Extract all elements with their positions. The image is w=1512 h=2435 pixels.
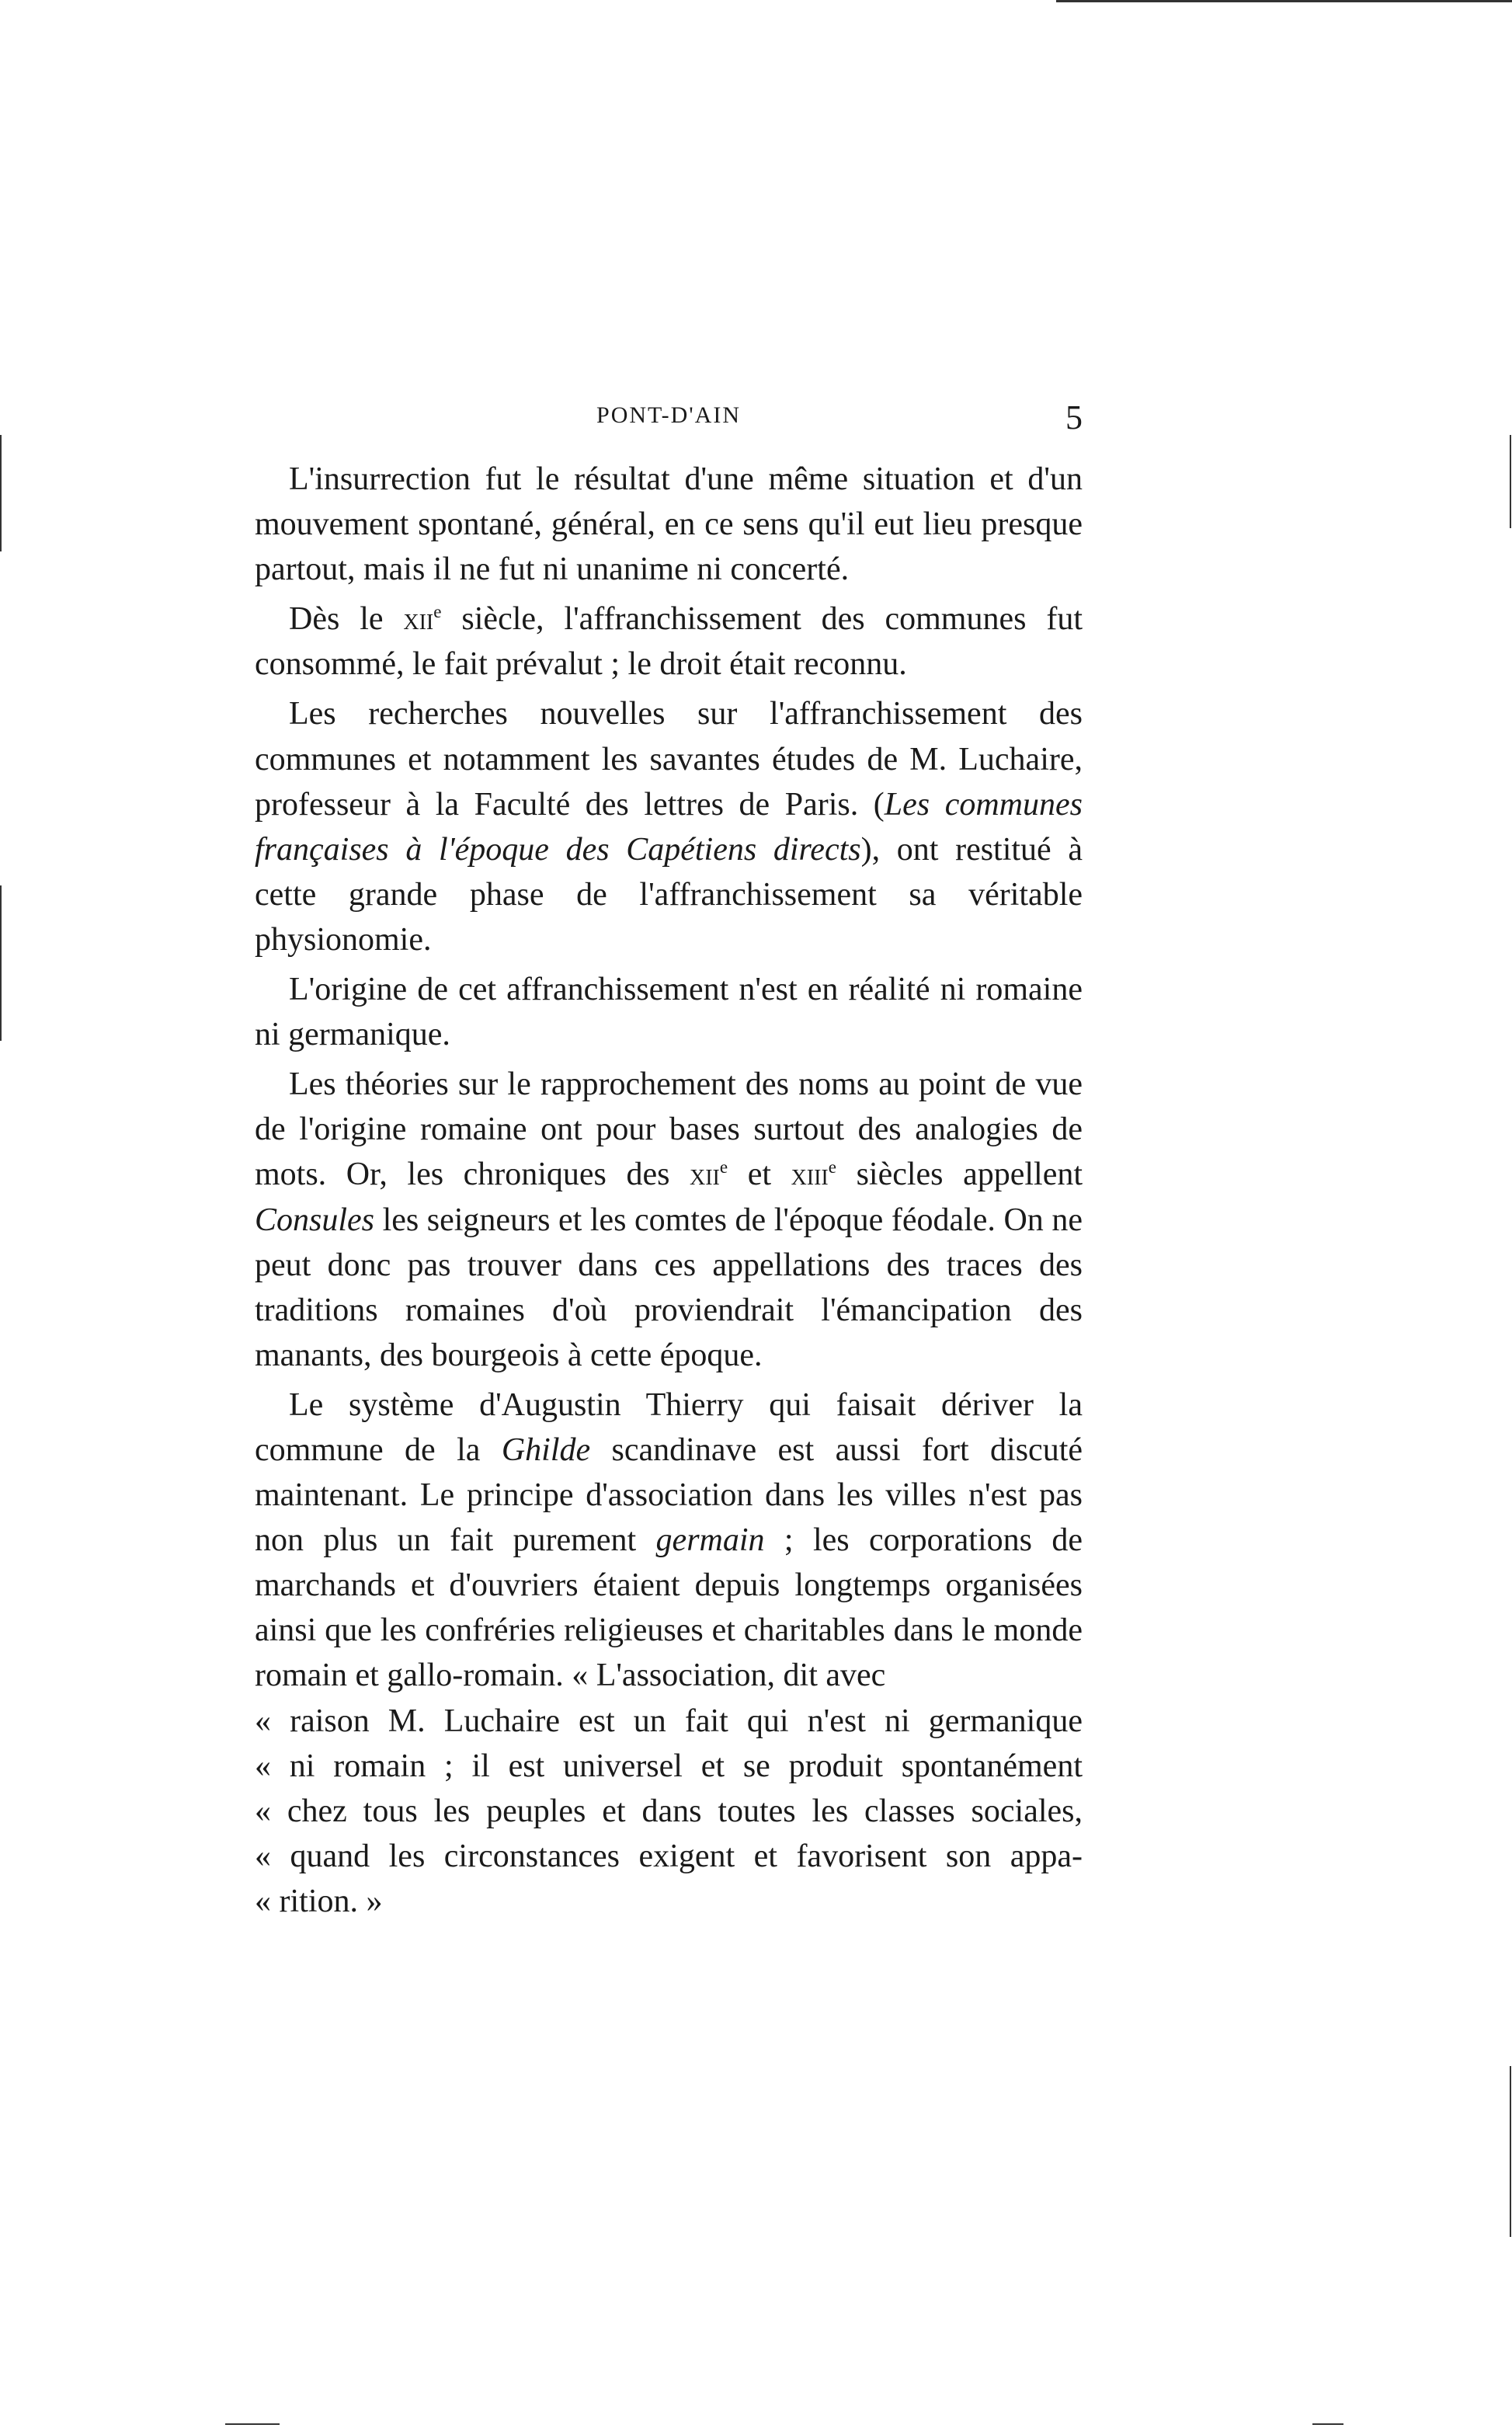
paragraph-5	[255, 1062, 1083, 1378]
ordinal-superscript: e	[828, 1157, 837, 1177]
quote-line: « quand les circonstances exigent et favorisent son appa-	[255, 1838, 1083, 1874]
scan-artifact-right	[1510, 435, 1511, 528]
quote-line: « rition. »	[255, 1883, 383, 1919]
paragraph-3-text-a: Les recherches nouvelles sur l'affranchissement des communes et notamment les savantes études de M. Luchaire, professeur à la Faculté des lettres de Paris. (	[255, 696, 1083, 823]
paragraph-6-text-c: ; les corporations de marchands et d'ouvriers étaient depuis longtemps organisées ainsi que les confréries religieuses et charitables dans le monde romain et gallo-romain. « L'association, dit avec	[255, 1522, 1083, 1694]
body-text	[255, 457, 1083, 1929]
paragraph-1	[255, 457, 1083, 592]
paragraph-5-text-c: les seigneurs et les comtes de l'époque féodale. On ne peut donc pas trouver dans ces appellations des traces des traditions romaines d'où proviendrait l'émancipation des manants, des bourgeois à cette époque.	[255, 1202, 1083, 1373]
paragraph-1-text: L'insurrection fut le résultat d'une même situation et d'un mouvement spontané, général, en ce sens qu'il eut lieu presque partout, mais il ne fut ni unanime ni concerté.	[255, 461, 1083, 588]
paragraph-4-text: L'origine de cet affranchissement n'est en réalité ni romaine ni germanique.	[255, 972, 1083, 1053]
italic-term-consules: Consules	[255, 1202, 375, 1238]
century-numeral: xii	[690, 1157, 720, 1192]
paragraph-6-text-a: Le système d'Augustin Thierry qui faisait dériver la commune de la	[255, 1386, 1083, 1468]
paragraph-2-text-b: siècle, l'affranchissement des communes fut consommé, le fait prévalut ; le droit était reconnu.	[255, 601, 1083, 683]
scan-artifact-left-2	[0, 885, 2, 1041]
quote-line: « ni romain ; il est universel et se produit spontanément	[255, 1748, 1083, 1784]
paragraph-6	[255, 1383, 1083, 1924]
scan-artifact-right-2	[1510, 2066, 1511, 2237]
paragraph-3-text-b: ), ont restitué à cette grande phase de l'affranchissement sa véritable physionomie.	[255, 831, 1083, 958]
paragraph-3	[255, 691, 1083, 962]
century-numeral: xiii	[791, 1157, 829, 1192]
scan-artifact-bottom-left	[225, 2423, 280, 2425]
running-head-title: PONT-D'AIN	[596, 402, 741, 428]
paragraph-4	[255, 967, 1083, 1057]
running-head	[255, 395, 1083, 441]
quote-line: « raison M. Luchaire est un fait qui n'est ni germanique	[255, 1703, 1083, 1739]
ordinal-superscript: e	[719, 1157, 728, 1177]
page-number: 5	[1065, 398, 1083, 437]
book-title: Les communes françaises à l'époque des Capétiens directs	[255, 786, 1083, 868]
century-numeral: xii	[403, 601, 434, 637]
italic-term-germain: germain	[655, 1522, 765, 1559]
conjunction: et	[728, 1157, 791, 1193]
paragraph-2-text-a: Dès le	[289, 601, 404, 638]
paragraph-5-text-a: Les théories sur le rapprochement des noms au point de vue de l'origine romaine ont pour bases surtout des analogies de mots. Or, les chroniques des	[255, 1066, 1083, 1193]
paragraph-6-text-b: scandinave est aussi fort discuté maintenant. Le principe d'association dans les villes n'est pas non plus un fait purement	[255, 1431, 1083, 1559]
scan-artifact-left	[0, 435, 2, 551]
scan-artifact-bottom-right	[1312, 2423, 1343, 2425]
paragraph-2	[255, 597, 1083, 687]
scan-artifact-top	[1056, 0, 1512, 2]
ordinal-superscript: e	[433, 601, 442, 622]
paragraph-5-text-b: siècles appellent	[836, 1157, 1083, 1193]
italic-term-ghilde: Ghilde	[501, 1431, 591, 1468]
quote-line: « chez tous les peuples et dans toutes les classes sociales,	[255, 1793, 1083, 1829]
